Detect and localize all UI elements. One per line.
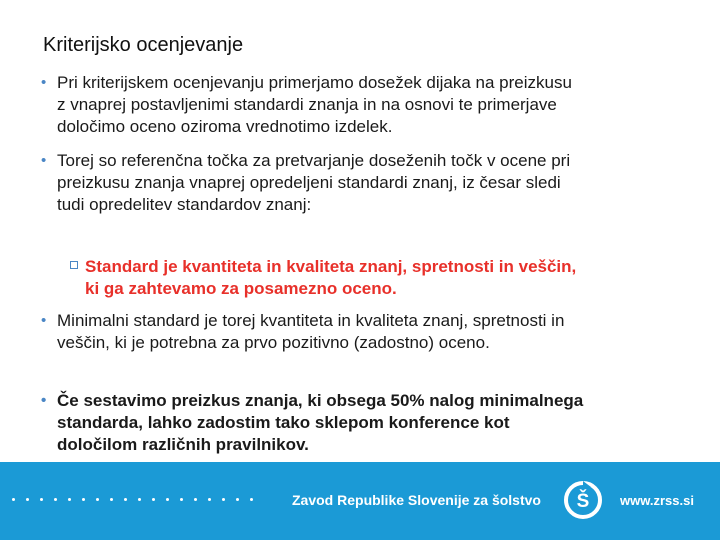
bullet-text-line: Pri kriterijskem ocenjevanju primerjamo dosežek dijaka na preizkusu (57, 73, 572, 92)
sub-bullet-text-line: ki ga zahtevamo za posamezno oceno. (85, 279, 397, 298)
bullet-text-line: z vnaprej postavljenimi standardi znanja in na osnovi te primerjave (57, 95, 557, 114)
slide-title: Kriterijsko ocenjevanje (43, 34, 244, 56)
organization-name: Zavod Republike Slovenije za šolstvo (292, 492, 541, 508)
decorative-dots (12, 498, 253, 501)
bullet-text-line: Torej so referenčna točka za pretvarjanje doseženih točk v ocene pri (57, 151, 571, 170)
bullet-icon: • (41, 312, 47, 329)
zrss-logo-icon (562, 479, 604, 521)
bullet-item (41, 72, 572, 138)
bullet-icon: • (41, 152, 47, 169)
bullet-icon: • (41, 392, 47, 409)
bullet-text-line: določilom različnih pravilnikov. (57, 435, 309, 454)
bullet-text-line: Minimalni standard je torej kvantiteta in kvaliteta znanj, spretnosti in (57, 311, 565, 330)
bullet-text-line: preizkusu znanja vnaprej opredeljeni standardi znanj, iz česar sledi (57, 173, 561, 192)
bullet-text-line: veščin, ki je potrebna za prvo pozitivno (zadostno) oceno. (57, 333, 490, 352)
bullet-text-line: tudi opredelitev standardov znanj: (57, 195, 312, 214)
website-link[interactable]: www.zrss.si (620, 493, 694, 508)
bullet-item (41, 150, 571, 216)
bullet-text-line: Če sestavimo preizkus znanja, ki obsega 50% nalog minimalnega (57, 391, 584, 410)
sub-bullet-text-line: Standard je kvantiteta in kvaliteta znanj, spretnosti in veščin, (85, 257, 577, 276)
square-bullet-icon (70, 261, 78, 269)
bullet-icon: • (41, 74, 47, 91)
footer-bar (0, 462, 720, 540)
bullet-item (41, 390, 584, 456)
bullet-text-line: določimo oceno oziroma vrednotimo izdelek. (57, 117, 393, 136)
bullet-item (41, 310, 565, 354)
logo-letter: Š (576, 491, 590, 512)
sub-bullet-item (85, 256, 576, 300)
bullet-text-line: standarda, lahko zadostim tako sklepom konference kot (57, 413, 510, 432)
